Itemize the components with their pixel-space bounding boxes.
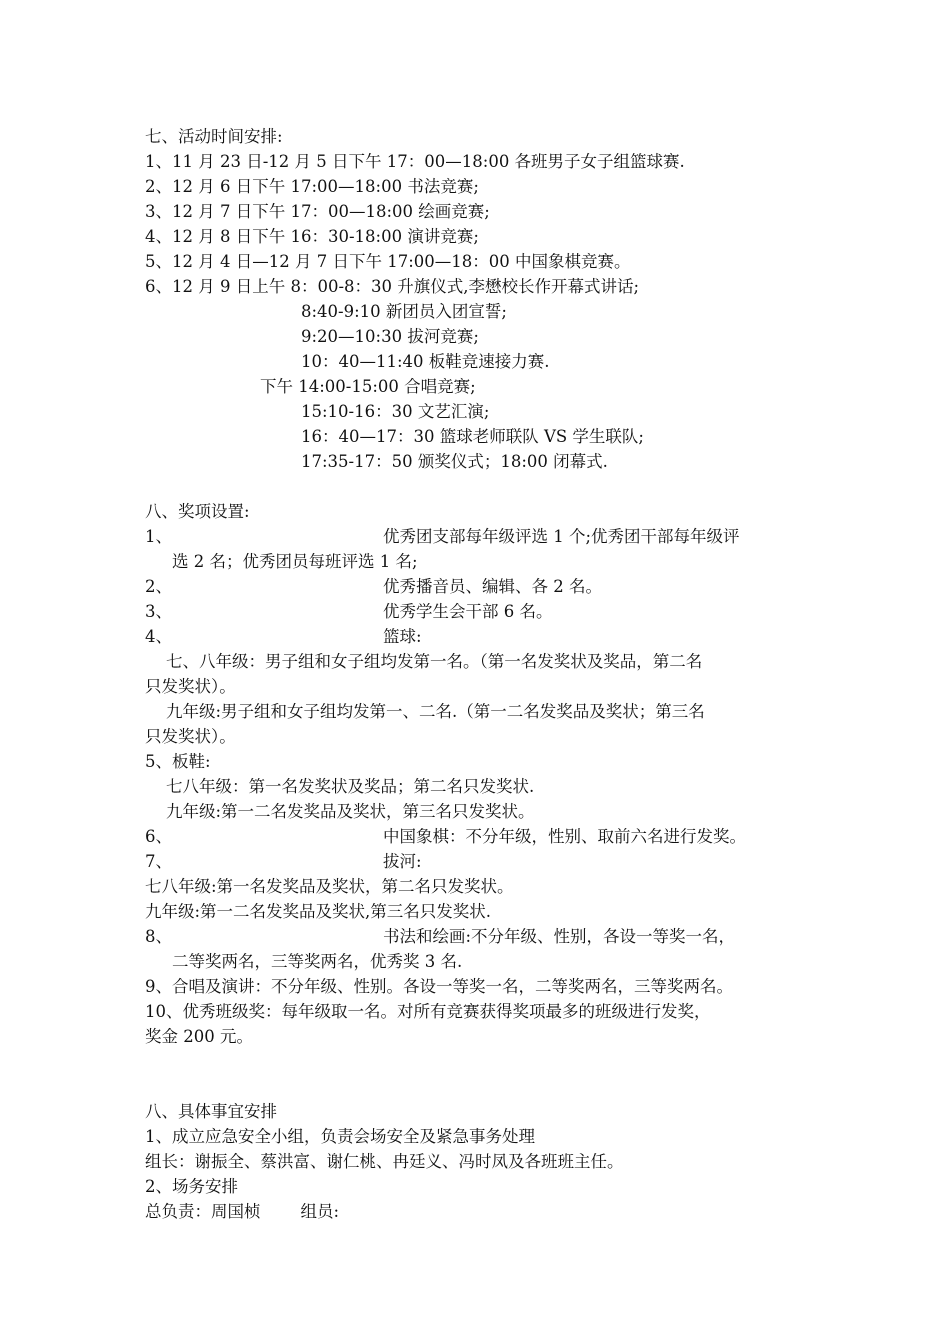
award-item-7-grade9: 九年级:第一二名发奖品及奖状,第三名只发奖状.	[145, 902, 492, 921]
award-item-9: 9、合唱及演讲：不分年级、性别。各设一等奖一名，二等奖两名，三等奖两名。	[145, 977, 733, 996]
schedule-item-4: 4、12 月 8 日下午 16：30-18:00 演讲竞赛;	[145, 227, 479, 246]
award-item-1-text: 优秀团支部每年级评选 1 个;优秀团干部每年级评	[383, 527, 740, 546]
lead-label: 总负责：周国桢	[145, 1202, 261, 1221]
award-item-4-grade9-cont: 只发奖状）。	[145, 727, 236, 746]
award-item-6-text: 中国象棋：不分年级，性别、取前六名进行发奖。	[383, 827, 746, 846]
award-item-2-text: 优秀播音员、编辑、各 2 名。	[383, 577, 602, 596]
award-item-4-grade9: 九年级:男子组和女子组均发第一、二名.（第一二名发奖品及奖状；第三名	[166, 702, 705, 721]
award-item-8-text: 书法和绘画:不分年级、性别，各设一等奖一名，	[383, 927, 736, 946]
award-item-1-continuation: 选 2 名；优秀团员每班评选 1 名;	[172, 552, 418, 571]
arrangement-item-1-members: 组长：谢振全、蔡洪富、谢仁桃、冉廷义、冯时凤及各班班主任。	[145, 1152, 624, 1171]
award-item-3-number: 3、	[145, 602, 172, 621]
schedule-sub-7: 17:35-17：50 颁奖仪式；18:00 闭幕式.	[301, 452, 608, 471]
award-item-4-grade78-cont: 只发奖状）。	[145, 677, 236, 696]
award-item-5: 5、板鞋:	[145, 752, 211, 771]
arrangement-item-2: 2、场务安排	[145, 1177, 238, 1196]
award-item-7-grade78: 七八年级:第一名发奖品及奖状，第二名只发奖状。	[145, 877, 514, 896]
section-heading-arrangements: 八、具体事宜安排	[145, 1102, 277, 1121]
award-item-8-number: 8、	[145, 927, 172, 946]
schedule-item-6: 6、12 月 9 日上午 8：00-8：30 升旗仪式,李懋校长作开幕式讲话;	[145, 277, 640, 296]
award-item-2-number: 2、	[145, 577, 172, 596]
award-item-4-grade78: 七、八年级：男子组和女子组均发第一名。（第一名发奖状及奖品，第二名	[166, 652, 703, 671]
arrangement-lead	[145, 1200, 339, 1224]
award-item-6-number: 6、	[145, 827, 172, 846]
section-heading-awards: 八、奖项设置:	[145, 502, 250, 521]
award-item-5-grade9: 九年级:第一二名发奖品及奖状，第三名只发奖状。	[166, 802, 535, 821]
section-heading-schedule: 七、活动时间安排:	[145, 127, 283, 146]
award-item-10: 10、优秀班级奖：每年级取一名。对所有竞赛获得奖项最多的班级进行发奖，	[145, 1002, 711, 1021]
award-item-4-number: 4、	[145, 627, 172, 646]
schedule-sub-4: 下午 14:00-15:00 合唱竞赛;	[260, 377, 476, 396]
schedule-sub-5: 15:10-16：30 文艺汇演;	[301, 402, 490, 421]
members-label: 组员:	[300, 1202, 340, 1221]
schedule-sub-2: 9:20—10:30 拔河竞赛;	[301, 327, 479, 346]
award-item-10-continuation: 奖金 200 元。	[145, 1027, 253, 1046]
arrangement-item-1: 1、成立应急安全小组，负责会场安全及紧急事务处理	[145, 1127, 535, 1146]
award-item-8-continuation: 二等奖两名，三等奖两名，优秀奖 3 名.	[172, 952, 463, 971]
schedule-sub-6: 16：40—17：30 篮球老师联队 VS 学生联队;	[301, 427, 644, 446]
schedule-item-2: 2、12 月 6 日下午 17:00—18:00 书法竞赛;	[145, 177, 479, 196]
award-item-3-text: 优秀学生会干部 6 名。	[383, 602, 553, 621]
award-item-4-text: 篮球:	[383, 627, 422, 646]
award-item-7-text: 拔河:	[383, 852, 422, 871]
award-item-1-number: 1、	[145, 527, 172, 546]
schedule-item-5: 5、12 月 4 日—12 月 7 日下午 17:00—18：00 中国象棋竞赛。	[145, 252, 631, 271]
award-item-7-number: 7、	[145, 852, 172, 871]
award-item-5-grade78: 七八年级：第一名发奖状及奖品；第二名只发奖状.	[166, 777, 535, 796]
schedule-item-1: 1、11 月 23 日-12 月 5 日下午 17：00—18:00 各班男子女子组篮球赛.	[145, 152, 685, 171]
schedule-item-3: 3、12 月 7 日下午 17：00—18:00 绘画竞赛;	[145, 202, 490, 221]
schedule-sub-3: 10：40—11:40 板鞋竞速接力赛.	[301, 352, 550, 371]
schedule-sub-1: 8:40-9:10 新团员入团宣誓;	[301, 302, 507, 321]
